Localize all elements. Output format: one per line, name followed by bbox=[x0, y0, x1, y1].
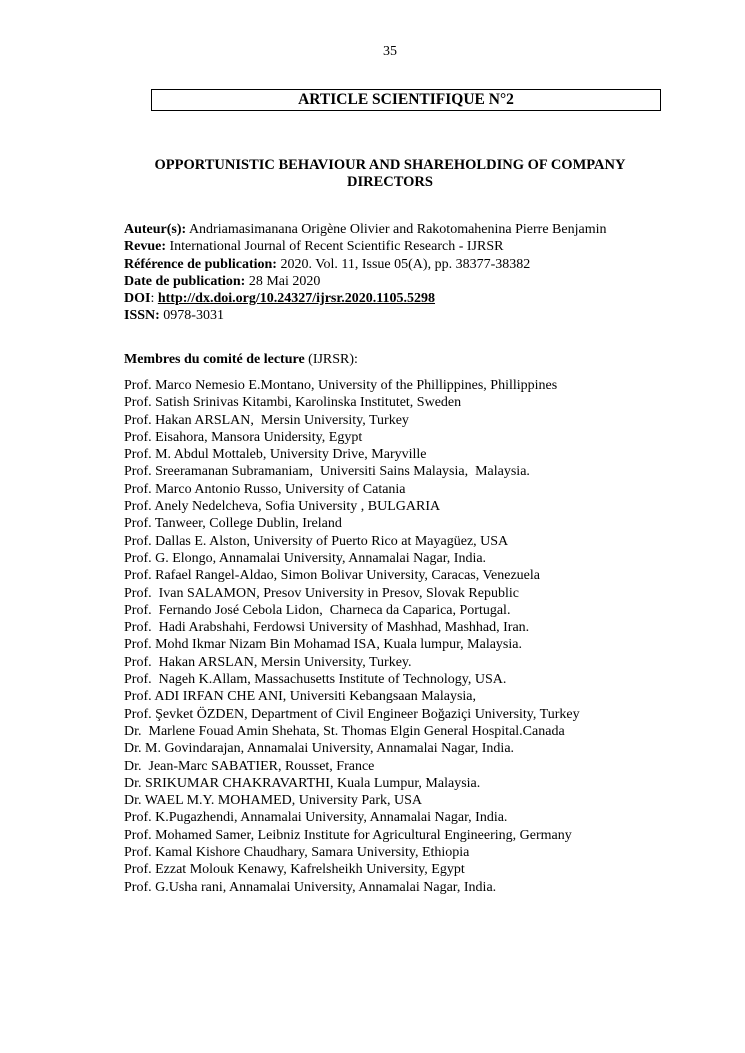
committee-members-list bbox=[124, 377, 724, 896]
committee-member: Prof. Sreeramanan Subramaniam, Universiti Sains Malaysia, Malaysia. bbox=[124, 464, 530, 480]
committee-member: Dr. Jean-Marc SABATIER, Rousset, France bbox=[124, 758, 375, 774]
date-value: 28 Mai 2020 bbox=[245, 273, 321, 289]
committee-member: Dr. SRIKUMAR CHAKRAVARTHI, Kuala Lumpur, Malaysia. bbox=[124, 775, 481, 791]
committee-member: Prof. Mohamed Samer, Leibniz Institute for Agricultural Engineering, Germany bbox=[124, 827, 572, 843]
committee-member: Dr. Marlene Fouad Amin Shehata, St. Thomas Elgin General Hospital.Canada bbox=[124, 723, 565, 739]
reference-row bbox=[124, 256, 724, 273]
committee-suffix: (IJRSR): bbox=[304, 352, 358, 367]
issn-value: 0978-3031 bbox=[159, 308, 224, 324]
committee-member: Prof. K.Pugazhendi, Annamalai University, Annamalai Nagar, India. bbox=[124, 810, 508, 826]
committee-member: Prof. Kamal Kishore Chaudhary, Samara University, Ethiopia bbox=[124, 845, 470, 861]
committee-member: Prof. Şevket ÖZDEN, Department of Civil Engineer Boğaziçi University, Turkey bbox=[124, 706, 580, 722]
reference-value: 2020. Vol. 11, Issue 05(A), pp. 38377-38382 bbox=[276, 256, 531, 272]
issn-label: ISSN: bbox=[124, 308, 160, 324]
doi-row bbox=[124, 290, 724, 307]
committee-member: Prof. Marco Nemesio E.Montano, University of the Phillippines, Phillippines bbox=[124, 378, 558, 393]
committee-member: Prof. Tanweer, College Dublin, Ireland bbox=[124, 516, 342, 532]
committee-member: Prof. Rafael Rangel-Aldao, Simon Bolivar University, Caracas, Venezuela bbox=[124, 568, 540, 584]
committee-member: Prof. G. Elongo, Annamalai University, Annamalai Nagar, India. bbox=[124, 550, 487, 566]
committee-member: Prof. Eisahora, Mansora Unidersity, Egypt bbox=[124, 429, 363, 445]
journal-label: Revue: bbox=[124, 239, 166, 255]
committee-member: Prof. Ezzat Molouk Kenawy, Kafrelsheikh University, Egypt bbox=[124, 862, 465, 878]
journal-row bbox=[124, 238, 724, 255]
committee-member: Prof. Fernando José Cebola Lidon, Charneca da Caparica, Portugal. bbox=[124, 602, 511, 618]
authors-row bbox=[124, 221, 724, 238]
committee-member: Prof. Hakan ARSLAN, Mersin University, Turkey. bbox=[124, 654, 412, 670]
committee-label: Membres du comité de lecture bbox=[124, 352, 305, 367]
committee-member: Prof. Ivan SALAMON, Presov University in Presov, Slovak Republic bbox=[124, 585, 519, 601]
date-label: Date de publication: bbox=[124, 273, 246, 289]
doi-label: DOI bbox=[124, 291, 151, 307]
committee-member: Dr. WAEL M.Y. MOHAMED, University Park, USA bbox=[124, 793, 423, 809]
committee-member: Prof. Hadi Arabshahi, Ferdowsi University of Mashhad, Mashhad, Iran. bbox=[124, 620, 530, 636]
committee-member: Prof. Nageh K.Allam, Massachusetts Institute of Technology, USA. bbox=[124, 672, 507, 688]
page-number: 35 bbox=[383, 44, 397, 59]
committee-member: Prof. Satish Srinivas Kitambi, Karolinska Institutet, Sweden bbox=[124, 395, 462, 411]
authors-value: Andriamasimanana Origène Olivier and Rakotomahenina Pierre Benjamin bbox=[186, 222, 607, 237]
article-title-line: DIRECTORS bbox=[347, 174, 433, 190]
committee-member: Prof. Marco Antonio Russo, University of Catania bbox=[124, 481, 406, 497]
doi-separator: : bbox=[150, 291, 158, 307]
reference-label: Référence de publication: bbox=[124, 256, 277, 272]
committee-member: Prof. ADI IRFAN CHE ANI, Universiti Kebangsaan Malaysia, bbox=[124, 689, 477, 705]
article-heading-box: ARTICLE SCIENTIFIQUE N°2 bbox=[151, 89, 661, 111]
committee-member: Prof. M. Abdul Mottaleb, University Drive, Maryville bbox=[124, 447, 427, 463]
committee-member: Prof. Anely Nedelcheva, Sofia University , BULGARIA bbox=[124, 499, 441, 515]
committee-member: Prof. Mohd Ikmar Nizam Bin Mohamad ISA, Kuala lumpur, Malaysia. bbox=[124, 637, 522, 653]
committee-member: Prof. Hakan ARSLAN, Mersin University, Turkey bbox=[124, 412, 409, 428]
journal-value: International Journal of Recent Scientific Research - IJRSR bbox=[166, 239, 504, 255]
date-row bbox=[124, 273, 724, 290]
committee-heading bbox=[124, 351, 358, 368]
authors-label: Auteur(s): bbox=[124, 222, 187, 237]
committee-member: Prof. Dallas E. Alston, University of Puerto Rico at Mayagüez, USA bbox=[124, 533, 509, 549]
publication-metadata bbox=[124, 221, 724, 325]
doi-link[interactable]: http://dx.doi.org/10.24327/ijrsr.2020.1105.5298 bbox=[157, 291, 436, 307]
article-title-line: OPPORTUNISTIC BEHAVIOUR AND SHAREHOLDING OF COMPANY bbox=[154, 157, 626, 173]
committee-member: Prof. G.Usha rani, Annamalai University, Annamalai Nagar, India. bbox=[124, 879, 497, 895]
issn-row bbox=[124, 307, 724, 324]
committee-member: Dr. M. Govindarajan, Annamalai University, Annamalai Nagar, India. bbox=[124, 741, 515, 757]
article-title bbox=[125, 157, 655, 191]
